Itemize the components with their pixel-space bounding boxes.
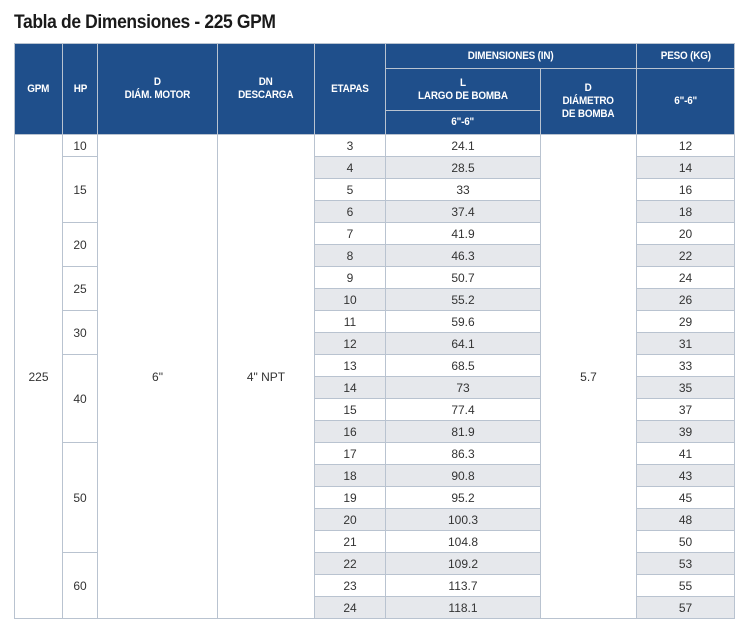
cell-largo: 73 [386, 377, 541, 399]
cell-largo: 46.3 [386, 245, 541, 267]
page-title: Tabla de Dimensiones - 225 GPM [14, 12, 276, 33]
cell-peso: 18 [637, 201, 735, 223]
cell-largo: 28.5 [386, 157, 541, 179]
cell-etapas: 5 [315, 179, 386, 201]
cell-etapas: 6 [315, 201, 386, 223]
cell-largo: 118.1 [386, 597, 541, 619]
cell-largo: 64.1 [386, 333, 541, 355]
cell-etapas: 7 [315, 223, 386, 245]
header-diam-motor: D DIÁM. MOTOR [98, 44, 218, 135]
cell-etapas: 9 [315, 267, 386, 289]
cell-peso: 24 [637, 267, 735, 289]
cell-etapas: 21 [315, 531, 386, 553]
cell-etapas: 18 [315, 465, 386, 487]
dimensions-table [14, 43, 735, 619]
cell-descarga: 4" NPT [218, 135, 315, 619]
cell-etapas: 24 [315, 597, 386, 619]
cell-peso: 35 [637, 377, 735, 399]
cell-peso: 33 [637, 355, 735, 377]
cell-etapas: 19 [315, 487, 386, 509]
cell-hp: 40 [63, 355, 98, 443]
cell-peso: 14 [637, 157, 735, 179]
cell-peso: 16 [637, 179, 735, 201]
cell-largo: 41.9 [386, 223, 541, 245]
cell-hp: 10 [63, 135, 98, 157]
cell-largo: 59.6 [386, 311, 541, 333]
cell-largo: 37.4 [386, 201, 541, 223]
cell-peso: 53 [637, 553, 735, 575]
cell-diam-motor: 6" [98, 135, 218, 619]
cell-etapas: 8 [315, 245, 386, 267]
cell-etapas: 13 [315, 355, 386, 377]
cell-etapas: 10 [315, 289, 386, 311]
cell-etapas: 11 [315, 311, 386, 333]
cell-etapas: 3 [315, 135, 386, 157]
cell-etapas: 15 [315, 399, 386, 421]
cell-hp: 15 [63, 157, 98, 223]
header-gpm: GPM [15, 44, 63, 135]
cell-hp: 50 [63, 443, 98, 553]
cell-largo: 100.3 [386, 509, 541, 531]
cell-largo: 24.1 [386, 135, 541, 157]
cell-largo: 113.7 [386, 575, 541, 597]
cell-etapas: 4 [315, 157, 386, 179]
cell-largo: 86.3 [386, 443, 541, 465]
cell-peso: 57 [637, 597, 735, 619]
cell-peso: 37 [637, 399, 735, 421]
cell-peso: 29 [637, 311, 735, 333]
cell-peso: 20 [637, 223, 735, 245]
cell-hp: 25 [63, 267, 98, 311]
cell-etapas: 12 [315, 333, 386, 355]
cell-peso: 43 [637, 465, 735, 487]
cell-etapas: 23 [315, 575, 386, 597]
cell-largo: 33 [386, 179, 541, 201]
cell-peso: 12 [637, 135, 735, 157]
cell-largo: 81.9 [386, 421, 541, 443]
cell-peso: 26 [637, 289, 735, 311]
header-diametro: D DIÁMETRO DE BOMBA [541, 69, 637, 135]
header-etapas: ETAPAS [315, 44, 386, 135]
cell-largo: 95.2 [386, 487, 541, 509]
cell-peso: 31 [637, 333, 735, 355]
cell-largo: 77.4 [386, 399, 541, 421]
cell-largo: 104.8 [386, 531, 541, 553]
cell-etapas: 16 [315, 421, 386, 443]
header-descarga: DN DESCARGA [218, 44, 315, 135]
cell-peso: 41 [637, 443, 735, 465]
cell-largo: 109.2 [386, 553, 541, 575]
cell-etapas: 14 [315, 377, 386, 399]
cell-hp: 60 [63, 553, 98, 619]
header-dimensiones: DIMENSIONES (IN) [386, 44, 637, 69]
cell-peso: 45 [637, 487, 735, 509]
cell-largo: 90.8 [386, 465, 541, 487]
table-row [15, 135, 735, 157]
cell-largo: 50.7 [386, 267, 541, 289]
header-largo: L LARGO DE BOMBA [386, 69, 541, 111]
header-hp: HP [63, 44, 98, 135]
cell-peso: 50 [637, 531, 735, 553]
cell-peso: 48 [637, 509, 735, 531]
cell-hp: 30 [63, 311, 98, 355]
cell-gpm: 225 [15, 135, 63, 619]
cell-diametro: 5.7 [541, 135, 637, 619]
cell-largo: 68.5 [386, 355, 541, 377]
cell-peso: 55 [637, 575, 735, 597]
cell-etapas: 22 [315, 553, 386, 575]
cell-peso: 39 [637, 421, 735, 443]
cell-hp: 20 [63, 223, 98, 267]
header-peso-sub: 6"-6" [637, 69, 735, 135]
table-body [15, 135, 735, 619]
cell-largo: 55.2 [386, 289, 541, 311]
cell-etapas: 17 [315, 443, 386, 465]
header-peso: PESO (KG) [637, 44, 735, 69]
cell-peso: 22 [637, 245, 735, 267]
cell-etapas: 20 [315, 509, 386, 531]
header-largo-sub: 6"-6" [386, 111, 541, 135]
